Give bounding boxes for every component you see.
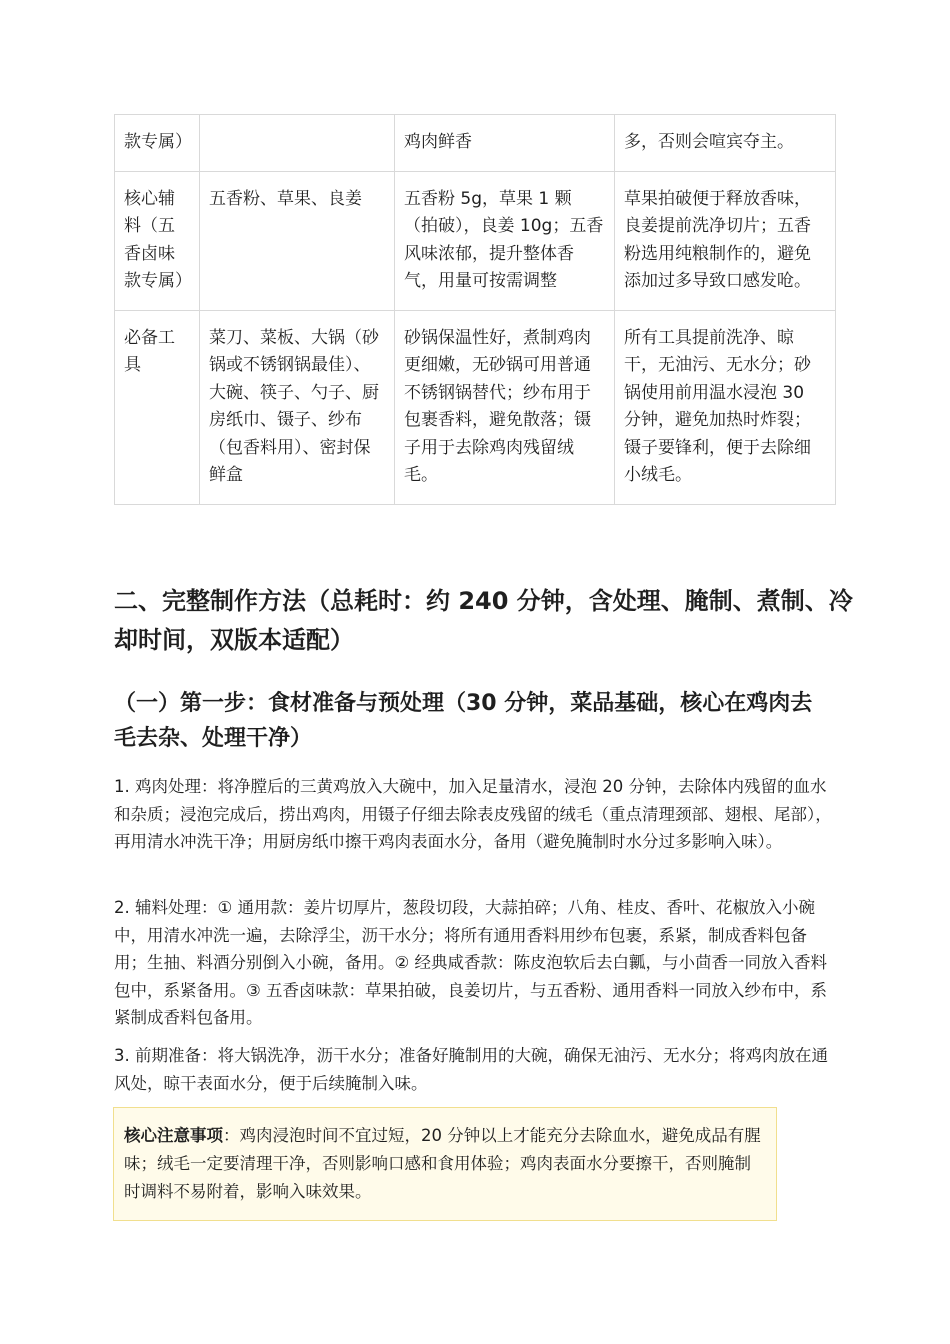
table-row <box>115 310 836 504</box>
table-cell: 鸡肉鲜香 <box>395 115 615 172</box>
table-cell: 所有工具提前洗净、晾干，无油污、无水分；砂锅使用前用温水浸泡 30 分钟，避免加热时炸裂；镊子要锋利，便于去除细小绒毛。 <box>615 310 836 504</box>
table-cell: 款专属） <box>115 115 200 172</box>
table-cell: 五香粉、草果、良姜 <box>200 171 395 310</box>
step-paragraph-2: 2. 辅料处理：① 通用款：姜片切厚片，葱段切段，大蒜拍碎；八角、桂皮、香叶、花椒放入小碗中，用清水冲洗一遍，去除浮尘，沥干水分；将所有通用香料用纱布包裹，系紧，制成香料包备用；生抽、料酒分别倒入小碗，备用。② 经典咸香款：陈皮泡软后去白瓤，与小茴香一同放入香料包中，系紧备用。③ 五香卤味款：草果拍破，良姜切片，与五香粉、通用香料一同放入纱布中，系紧制成香料包备用。 <box>114 898 828 1027</box>
table-cell: 多，否则会喧宾夺主。 <box>615 115 836 172</box>
ingredients-table <box>114 114 836 505</box>
notice-label: 核心注意事项 <box>124 1126 223 1145</box>
table-row <box>115 115 836 172</box>
section-heading: 二、完整制作方法（总耗时：约 240 分钟，含处理、腌制、煮制、冷却时间，双版本适配） <box>114 587 853 654</box>
table-cell: 砂锅保温性好，煮制鸡肉更细嫩，无砂锅可用普通不锈钢锅替代；纱布用于包裹香料，避免散落；镊子用于去除鸡肉残留绒毛。 <box>395 310 615 504</box>
notice-box <box>113 1107 777 1221</box>
table-cell <box>200 115 395 172</box>
table-cell: 必备工具 <box>115 310 200 504</box>
table-row <box>115 171 836 310</box>
table-cell: 菜刀、菜板、大锅（砂锅或不锈钢锅最佳）、大碗、筷子、勺子、厨房纸巾、镊子、纱布（包香料用）、密封保鲜盒 <box>200 310 395 504</box>
notice-text: ：鸡肉浸泡时间不宜过短，20 分钟以上才能充分去除血水，避免成品有腥味；绒毛一定要清理干净，否则影响口感和食用体验；鸡肉表面水分要擦干，否则腌制时调料不易附着，影响入味效果。 <box>124 1126 761 1201</box>
table-cell: 核心辅料（五香卤味款专属） <box>115 171 200 310</box>
table-cell: 五香粉 5g，草果 1 颗（拍破），良姜 10g；五香风味浓郁，提升整体香气，用量可按需调整 <box>395 171 615 310</box>
step-heading: （一）第一步：食材准备与预处理（30 分钟，菜品基础，核心在鸡肉去毛去杂、处理干净） <box>114 691 813 751</box>
step-paragraph-3: 3. 前期准备：将大锅洗净，沥干水分；准备好腌制用的大碗，确保无油污、无水分；将鸡肉放在通风处，晾干表面水分，便于后续腌制入味。 <box>114 1046 828 1093</box>
table-cell: 草果拍破便于释放香味，良姜提前洗净切片；五香粉选用纯粮制作的，避免添加过多导致口感发呛。 <box>615 171 836 310</box>
step-paragraph-1: 1. 鸡肉处理：将净膛后的三黄鸡放入大碗中，加入足量清水，浸泡 20 分钟，去除体内残留的血水和杂质；浸泡完成后，捞出鸡肉，用镊子仔细去除表皮残留的绒毛（重点清理颈部、翅根、尾部），再用清水冲洗干净；用厨房纸巾擦干鸡肉表面水分，备用（避免腌制时水分过多影响入味）。 <box>114 777 832 851</box>
